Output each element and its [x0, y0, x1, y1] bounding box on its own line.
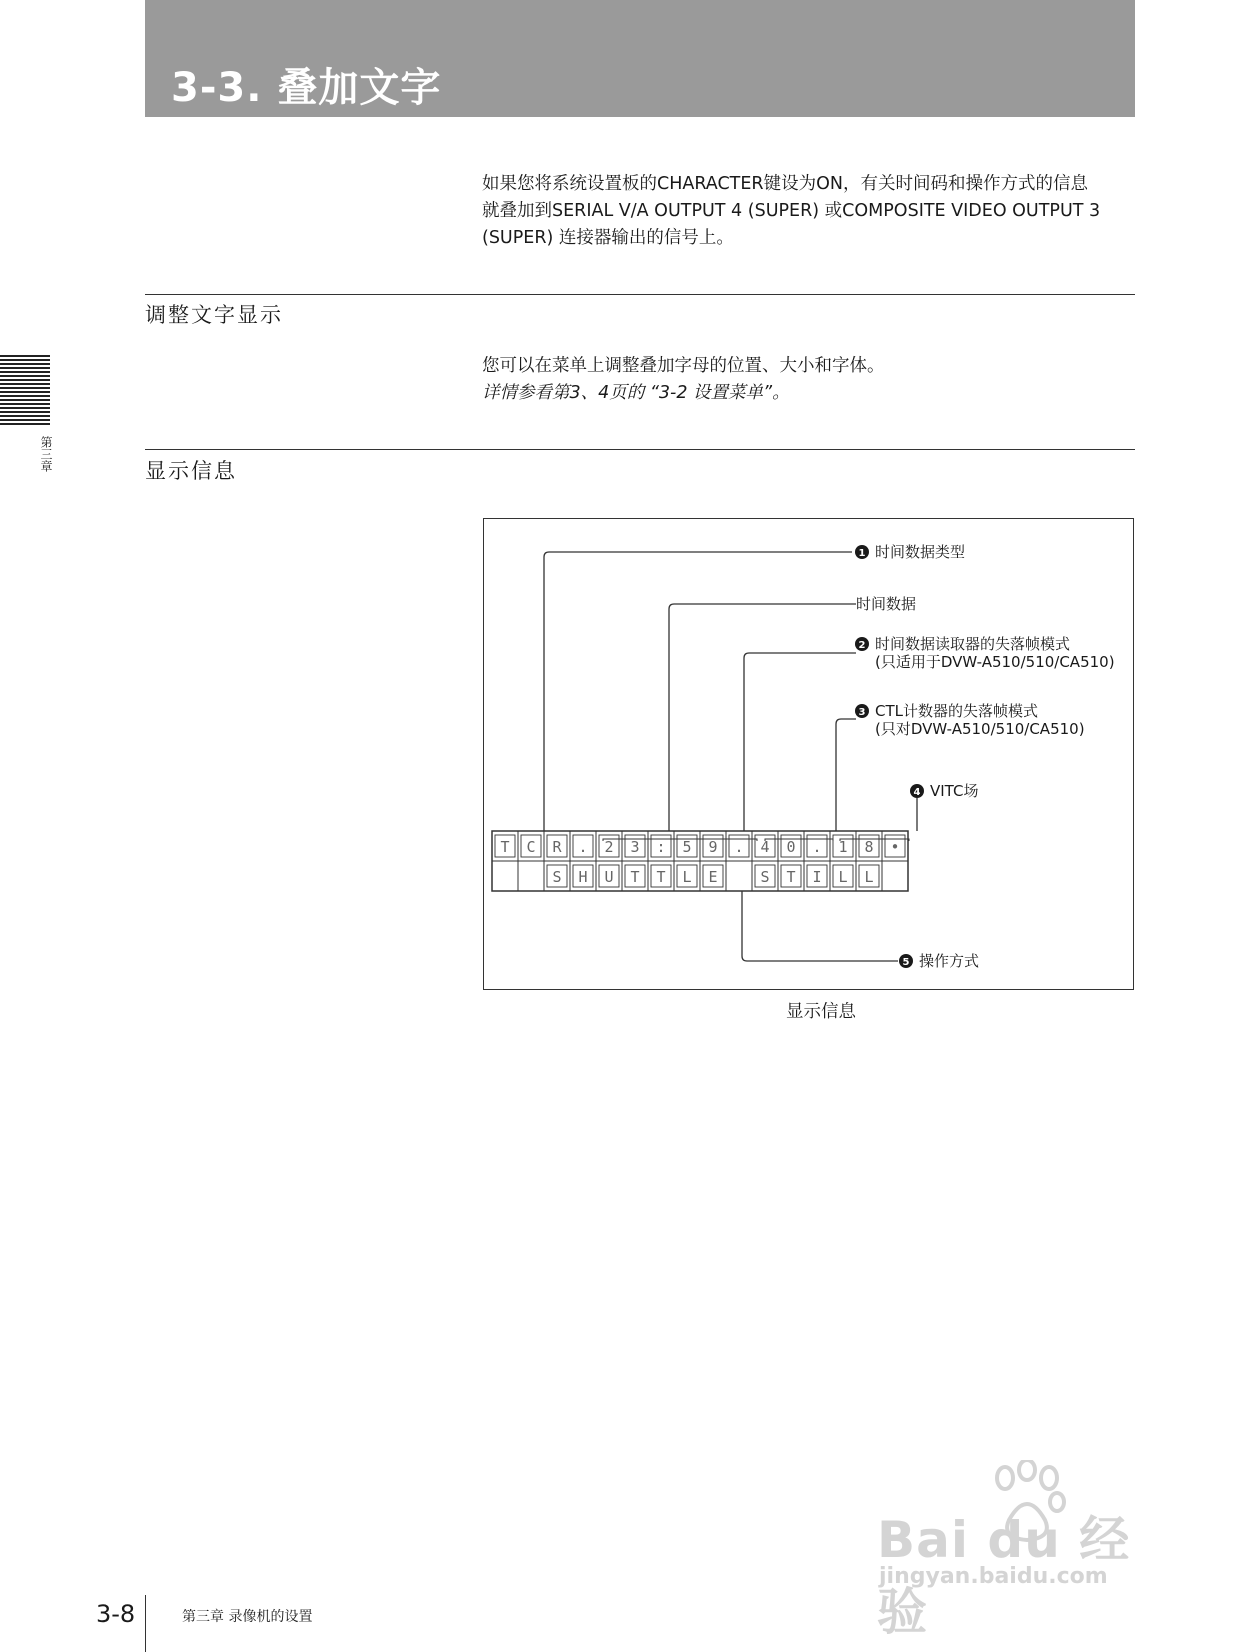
footer-chapter-title: 第三章 录像机的设置: [182, 1609, 313, 1625]
display-char: L: [682, 868, 692, 886]
display-char: H: [578, 868, 588, 886]
display-char: 8: [864, 838, 874, 856]
callout-line-5: [742, 891, 898, 961]
display-char: S: [760, 868, 770, 886]
section-heading-adjust: 调整文字显示: [145, 303, 283, 327]
chapter-side-tab: [0, 355, 50, 425]
label-ctl-df-mode: CTL计数器的失落帧模式: [875, 702, 1038, 720]
display-char: 1: [838, 838, 848, 856]
svg-text:1: 1: [858, 548, 866, 559]
display-info-figure: [483, 518, 1134, 990]
display-char: :: [656, 838, 666, 856]
character-display: [492, 831, 908, 891]
intro-paragraph: [482, 171, 1136, 252]
display-char: 3: [630, 838, 640, 856]
display-cell: [726, 861, 752, 891]
display-char: E: [708, 868, 718, 886]
display-char: L: [864, 868, 874, 886]
watermark-logo-text: Bai du 经验: [877, 1511, 1131, 1641]
marker-2: [855, 637, 869, 651]
callout-labels: [855, 543, 1115, 970]
display-char: .: [578, 838, 588, 856]
display-char: T: [786, 868, 796, 886]
display-char: L: [838, 868, 848, 886]
display-char: 5: [682, 838, 692, 856]
label-operation-mode: 操作方式: [919, 952, 980, 970]
intro-line-2: 就叠加到SERIAL V/A OUTPUT 4 (SUPER) 或COMPOSITE VIDEO OUTPUT 3: [482, 201, 1101, 221]
adjust-reference-link[interactable]: 详情参看第3、4页的 “3-2 设置菜单”。: [482, 383, 790, 403]
intro-line-1: 如果您将系统设置板的CHARACTER键设为ON，有关时间码和操作方式的信息: [482, 174, 1088, 194]
display-char: R: [552, 838, 562, 856]
label-reader-df-mode: 时间数据读取器的失落帧模式: [875, 635, 1071, 653]
callout-line-data: [669, 604, 856, 831]
callout-line-1: [544, 552, 852, 831]
svg-text:5: 5: [902, 957, 910, 968]
display-char: S: [552, 868, 562, 886]
display-char: .: [734, 838, 744, 856]
display-brackets: [603, 839, 909, 841]
section-divider-2: [145, 449, 1135, 450]
display-char: I: [812, 868, 822, 886]
display-char: T: [500, 838, 510, 856]
display-char: U: [604, 868, 614, 886]
callout-lines: [544, 552, 917, 961]
section-heading-display: 显示信息: [145, 459, 237, 483]
display-char: .: [812, 838, 822, 856]
chapter-header-bar: [145, 0, 1135, 117]
display-char: 4: [760, 838, 770, 856]
callout-line-3: [836, 719, 856, 831]
display-char: C: [526, 838, 536, 856]
display-char: T: [656, 868, 666, 886]
display-char: 9: [708, 838, 718, 856]
section-title: 3-3. 叠加文字: [171, 65, 442, 111]
display-char: 2: [604, 838, 614, 856]
svg-text:3: 3: [858, 707, 866, 718]
display-char: T: [630, 868, 640, 886]
label-reader-df-models: (只适用于DVW-A510/510/CA510): [875, 653, 1115, 671]
display-cell: [882, 861, 908, 891]
marker-1: [855, 545, 869, 559]
figure-caption: 显示信息: [786, 1002, 856, 1022]
baidu-watermark: [877, 1460, 1177, 1641]
watermark-url: jingyan.baidu.com: [879, 1564, 1108, 1589]
footer-divider: [145, 1595, 146, 1652]
callout-line-2: [744, 653, 856, 831]
marker-4: [910, 784, 924, 798]
display-cell: [492, 861, 518, 891]
svg-text:4: 4: [913, 787, 921, 798]
display-diagram: [484, 519, 1135, 991]
label-time-data: 时间数据: [856, 595, 917, 613]
label-vitc-field: VITC场: [930, 782, 979, 800]
svg-text:2: 2: [858, 640, 866, 651]
display-cell: [518, 861, 544, 891]
page-number: 3-8: [96, 1600, 136, 1628]
adjust-paragraph: [482, 353, 1136, 407]
section-divider-1: [145, 294, 1135, 295]
adjust-body: 您可以在菜单上调整叠加字母的位置、大小和字体。: [482, 356, 885, 376]
display-char: •: [890, 838, 900, 856]
label-ctl-df-models: (只对DVW-A510/510/CA510): [875, 720, 1085, 738]
marker-5: [899, 954, 913, 968]
intro-line-3: (SUPER) 连接器输出的信号上。: [482, 228, 734, 248]
marker-3: [855, 704, 869, 718]
chapter-side-label: 第三章: [39, 436, 53, 472]
label-time-data-type: 时间数据类型: [875, 543, 966, 561]
display-char: 0: [786, 838, 796, 856]
